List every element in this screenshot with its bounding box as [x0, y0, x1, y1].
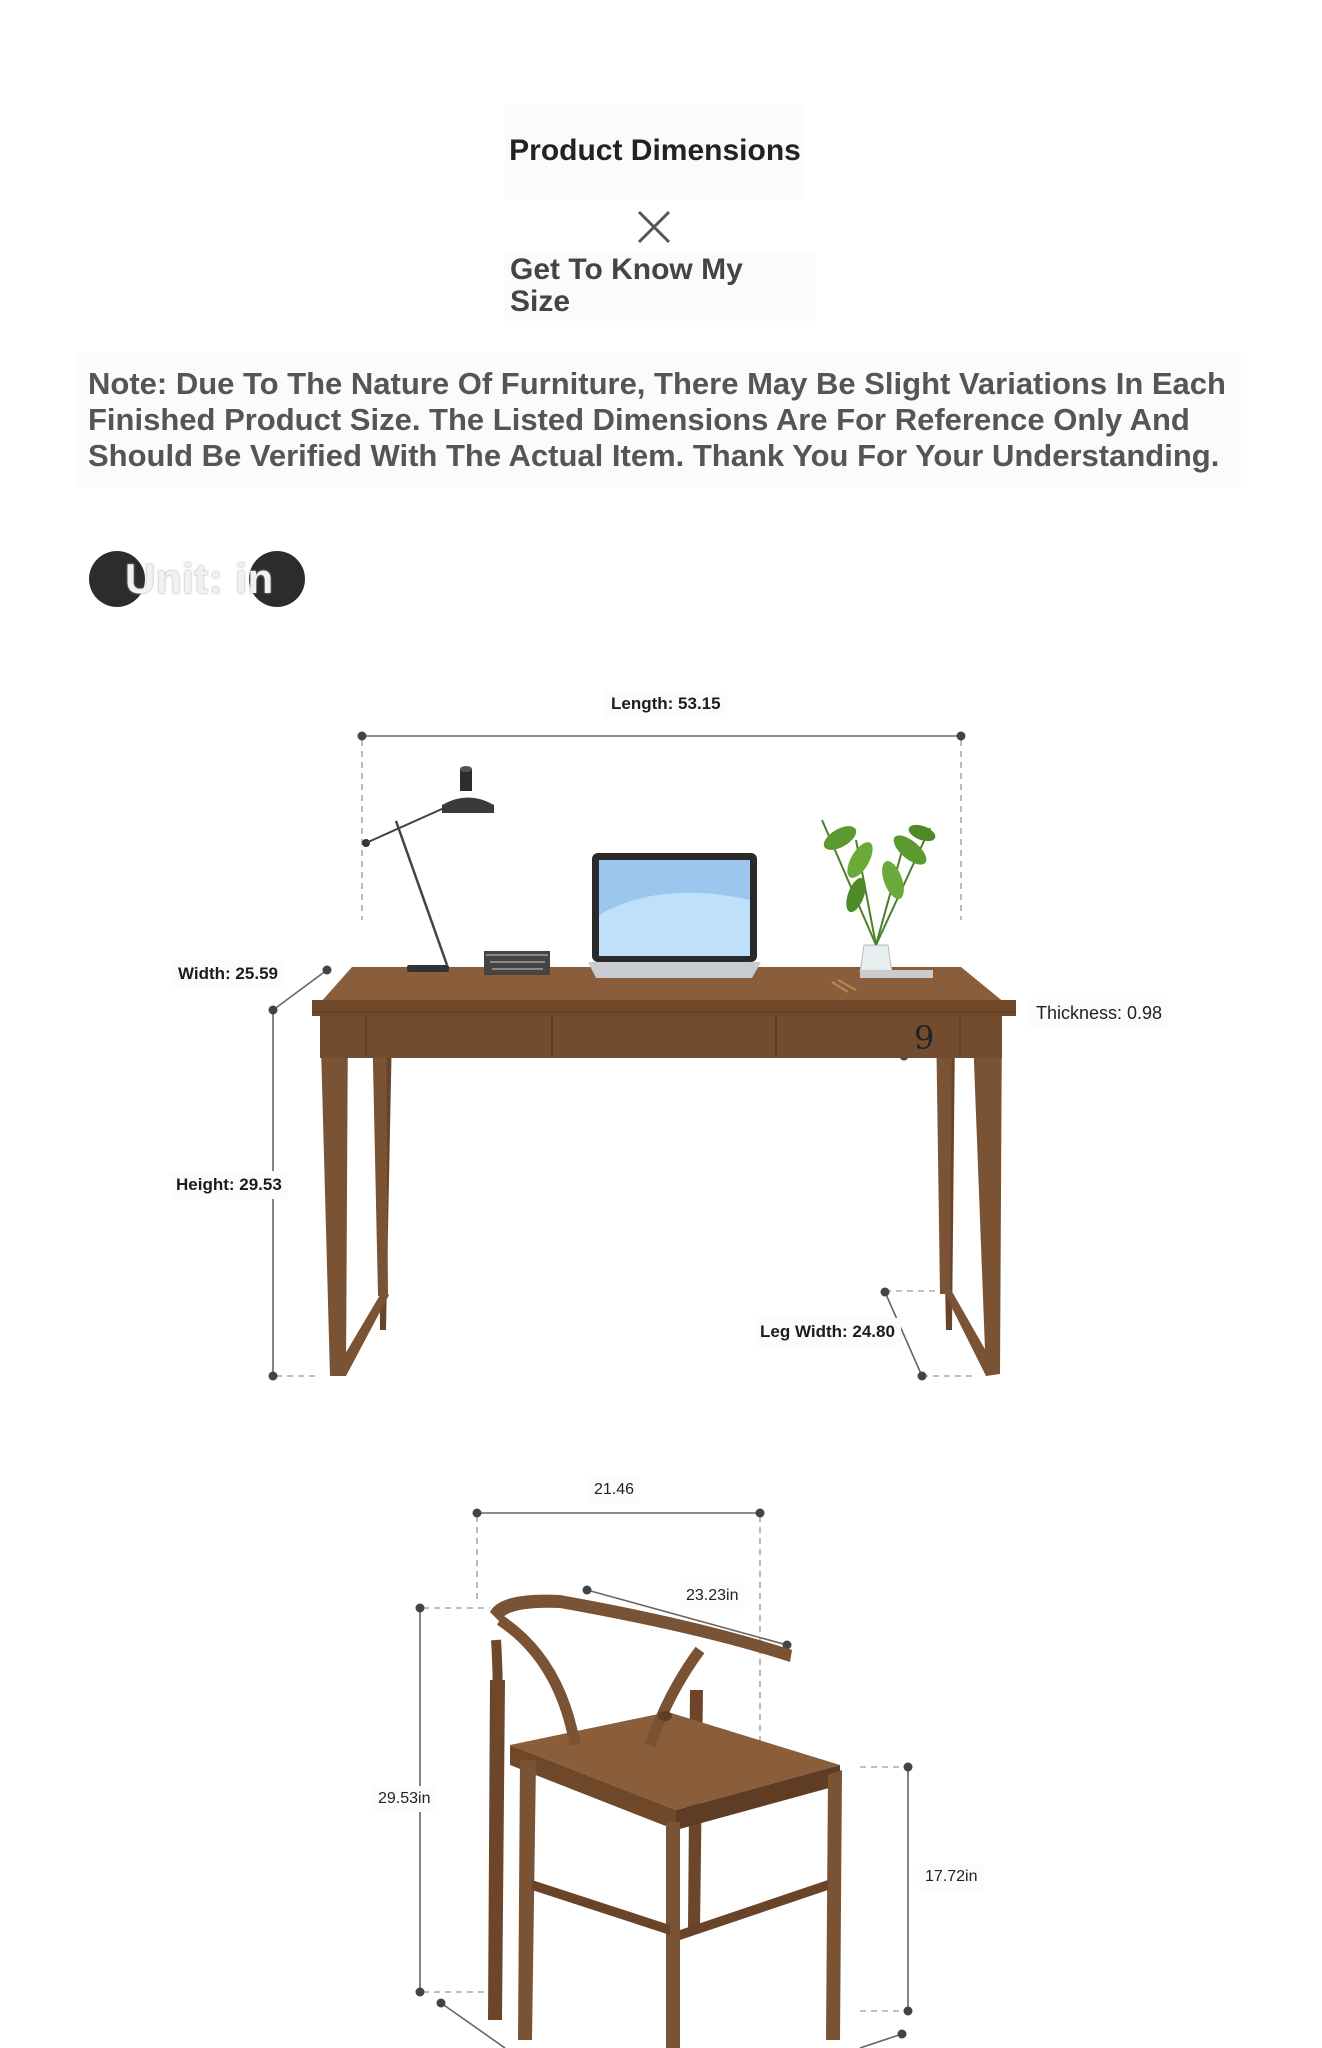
chair-height-label: 29.53in	[372, 1786, 437, 1812]
page-title: Product Dimensions	[509, 134, 801, 167]
plant-illustration	[820, 820, 938, 978]
desk-width-label: Width: 25.59	[172, 960, 284, 988]
chair-width-label: 21.46	[588, 1477, 640, 1503]
desk-length-label: Length: 53.15	[605, 690, 727, 718]
laptop-illustration	[588, 853, 761, 978]
unit-label: Unit: in	[125, 555, 274, 602]
chair-depth-label: 23.23in	[680, 1583, 745, 1609]
drawer-number: 9	[914, 1019, 935, 1057]
desk-lamp-illustration	[362, 766, 494, 972]
desk-height-label: Height: 29.53	[170, 1171, 288, 1199]
note-text: Note: Due To The Nature Of Furniture, There May Be Slight Variations In Each Finished Product Size. The Listed Dimensions Are For Reference Only And Should Be Verified With The Actual Item. Thank You For Your Understanding.	[88, 366, 1226, 473]
chair-illustration	[488, 1595, 842, 2048]
desk-thickness-label: Thickness: 0.98	[1030, 999, 1168, 1028]
desk-basket-illustration	[484, 951, 550, 975]
subtitle: Get To Know My Size	[510, 253, 743, 318]
desk-illustration	[312, 967, 1016, 1376]
desk-leg-width-label: Leg Width: 24.80	[754, 1318, 901, 1346]
chair-seat-height-label: 17.72in	[919, 1864, 984, 1890]
